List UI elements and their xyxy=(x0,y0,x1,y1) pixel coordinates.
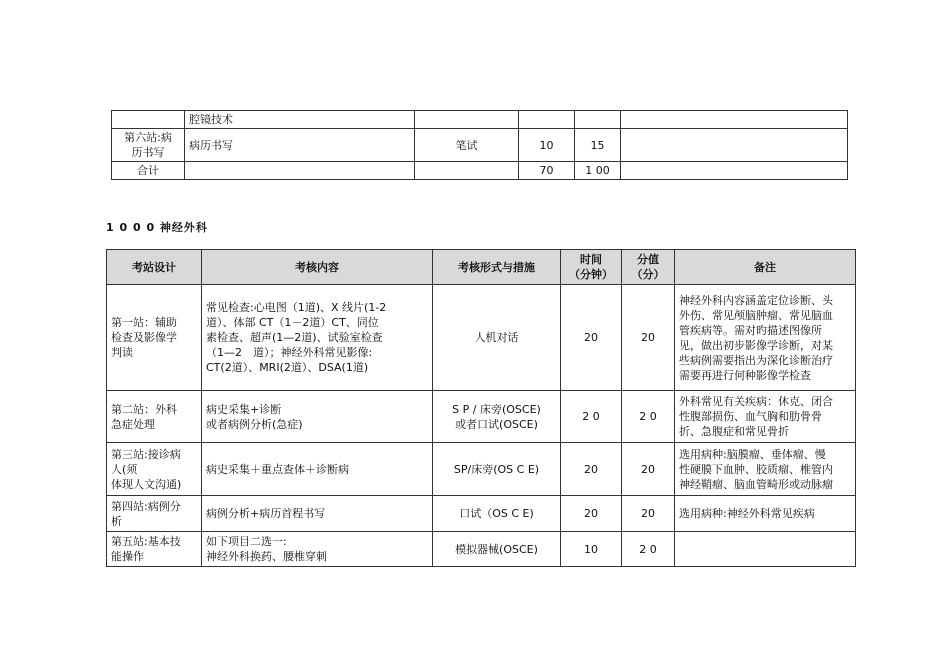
station-cell: 第四站:病例分 析 xyxy=(107,496,202,532)
score-cell: 15 xyxy=(575,129,621,162)
table-row xyxy=(112,162,848,180)
table-header-row xyxy=(107,250,856,285)
station-cell: 第五站:基本技 能操作 xyxy=(107,532,202,567)
score-cell: 2 0 xyxy=(622,532,675,567)
score-cell: 20 xyxy=(622,496,675,532)
header-time: 时间 （分钟） xyxy=(561,250,622,285)
score-cell: 1 00 xyxy=(575,162,621,180)
score-cell: 20 xyxy=(622,285,675,391)
content-cell: 病例分析+病历首程书写 xyxy=(202,496,433,532)
note-cell: 外科常见有关疾病：休克、闭合 性腹部损伤、血气胸和肋骨骨 折、急腹症和常见骨折 xyxy=(675,391,856,443)
score-cell: 2 0 xyxy=(622,391,675,443)
table-row xyxy=(107,532,856,567)
content-cell xyxy=(185,162,415,180)
station-cell xyxy=(112,111,185,129)
time-cell: 10 xyxy=(561,532,622,567)
content-cell: 常见检查:心电图（1道)、X 线片(1-2 道）、体部 CT（1－2道）CT、同位 素检查、超声(1—2道)、试验室检查 （1—2 道）；神经外科常见影像: CT(2道）、MRI(2道）、DSA(1道) xyxy=(202,285,433,391)
time-cell: 20 xyxy=(561,496,622,532)
time-cell: 20 xyxy=(561,285,622,391)
content-cell: 如下项目二选一: 神经外科换药、腰椎穿刺 xyxy=(202,532,433,567)
table-row xyxy=(112,129,848,162)
time-cell: 10 xyxy=(519,129,575,162)
score-cell xyxy=(575,111,621,129)
table-row xyxy=(112,111,848,129)
header-content: 考核内容 xyxy=(202,250,433,285)
note-cell: 神经外科内容涵盖定位诊断、头 外伤、常见颅脑肿瘤、常见脑血 管疾病等。需对旳描述图像所 见，做出初步影像学诊断，对某 些病例需要指出为深化诊断治疗 需要再进行何种影像学检查 xyxy=(675,285,856,391)
header-station: 考站设计 xyxy=(107,250,202,285)
format-cell: SP/床旁(OS C E) xyxy=(433,443,561,496)
table-row xyxy=(107,443,856,496)
format-cell: 笔试 xyxy=(415,129,519,162)
station-table-top xyxy=(111,110,848,180)
format-cell xyxy=(415,111,519,129)
table-row xyxy=(107,391,856,443)
station-cell: 第六站:病 历书写 xyxy=(112,129,185,162)
time-cell xyxy=(519,111,575,129)
format-cell: 人机对话 xyxy=(433,285,561,391)
station-cell: 第二站：外科 急症处理 xyxy=(107,391,202,443)
table-row xyxy=(107,496,856,532)
score-cell: 20 xyxy=(622,443,675,496)
note-cell xyxy=(621,111,848,129)
content-cell: 腔镜技术 xyxy=(185,111,415,129)
format-cell xyxy=(415,162,519,180)
content-cell: 病史采集＋重点查体＋诊断病 xyxy=(202,443,433,496)
station-cell: 第一站：辅助 检查及影像学 判读 xyxy=(107,285,202,391)
content-cell: 病历书写 xyxy=(185,129,415,162)
content-cell: 病史采集+诊断 或者病例分析(急症) xyxy=(202,391,433,443)
station-table-neurosurgery xyxy=(106,249,856,567)
note-cell: 选用病种:脑膜瘤、垂体瘤、慢 性硬膜下血肿、胶质瘤、椎管内 神经鞘瘤、脑血管畸形或动脉瘤 xyxy=(675,443,856,496)
note-cell xyxy=(675,532,856,567)
header-notes: 备注 xyxy=(675,250,856,285)
note-cell: 选用病种:神经外科常见疾病 xyxy=(675,496,856,532)
time-cell: 70 xyxy=(519,162,575,180)
time-cell: 2 0 xyxy=(561,391,622,443)
header-format: 考核形式与措施 xyxy=(433,250,561,285)
station-cell: 第三站:接诊病 人(须 体现人文沟通) xyxy=(107,443,202,496)
note-cell xyxy=(621,162,848,180)
format-cell: 模拟器械(OSCE) xyxy=(433,532,561,567)
table-row xyxy=(107,285,856,391)
format-cell: S P / 床旁(OSCE) 或者口试(OSCE) xyxy=(433,391,561,443)
note-cell xyxy=(621,129,848,162)
time-cell: 20 xyxy=(561,443,622,496)
format-cell: 口试（OS C E) xyxy=(433,496,561,532)
header-score: 分值 （分） xyxy=(622,250,675,285)
section-title: 1 0 0 0 神经外科 xyxy=(106,221,208,234)
station-cell: 合计 xyxy=(112,162,185,180)
